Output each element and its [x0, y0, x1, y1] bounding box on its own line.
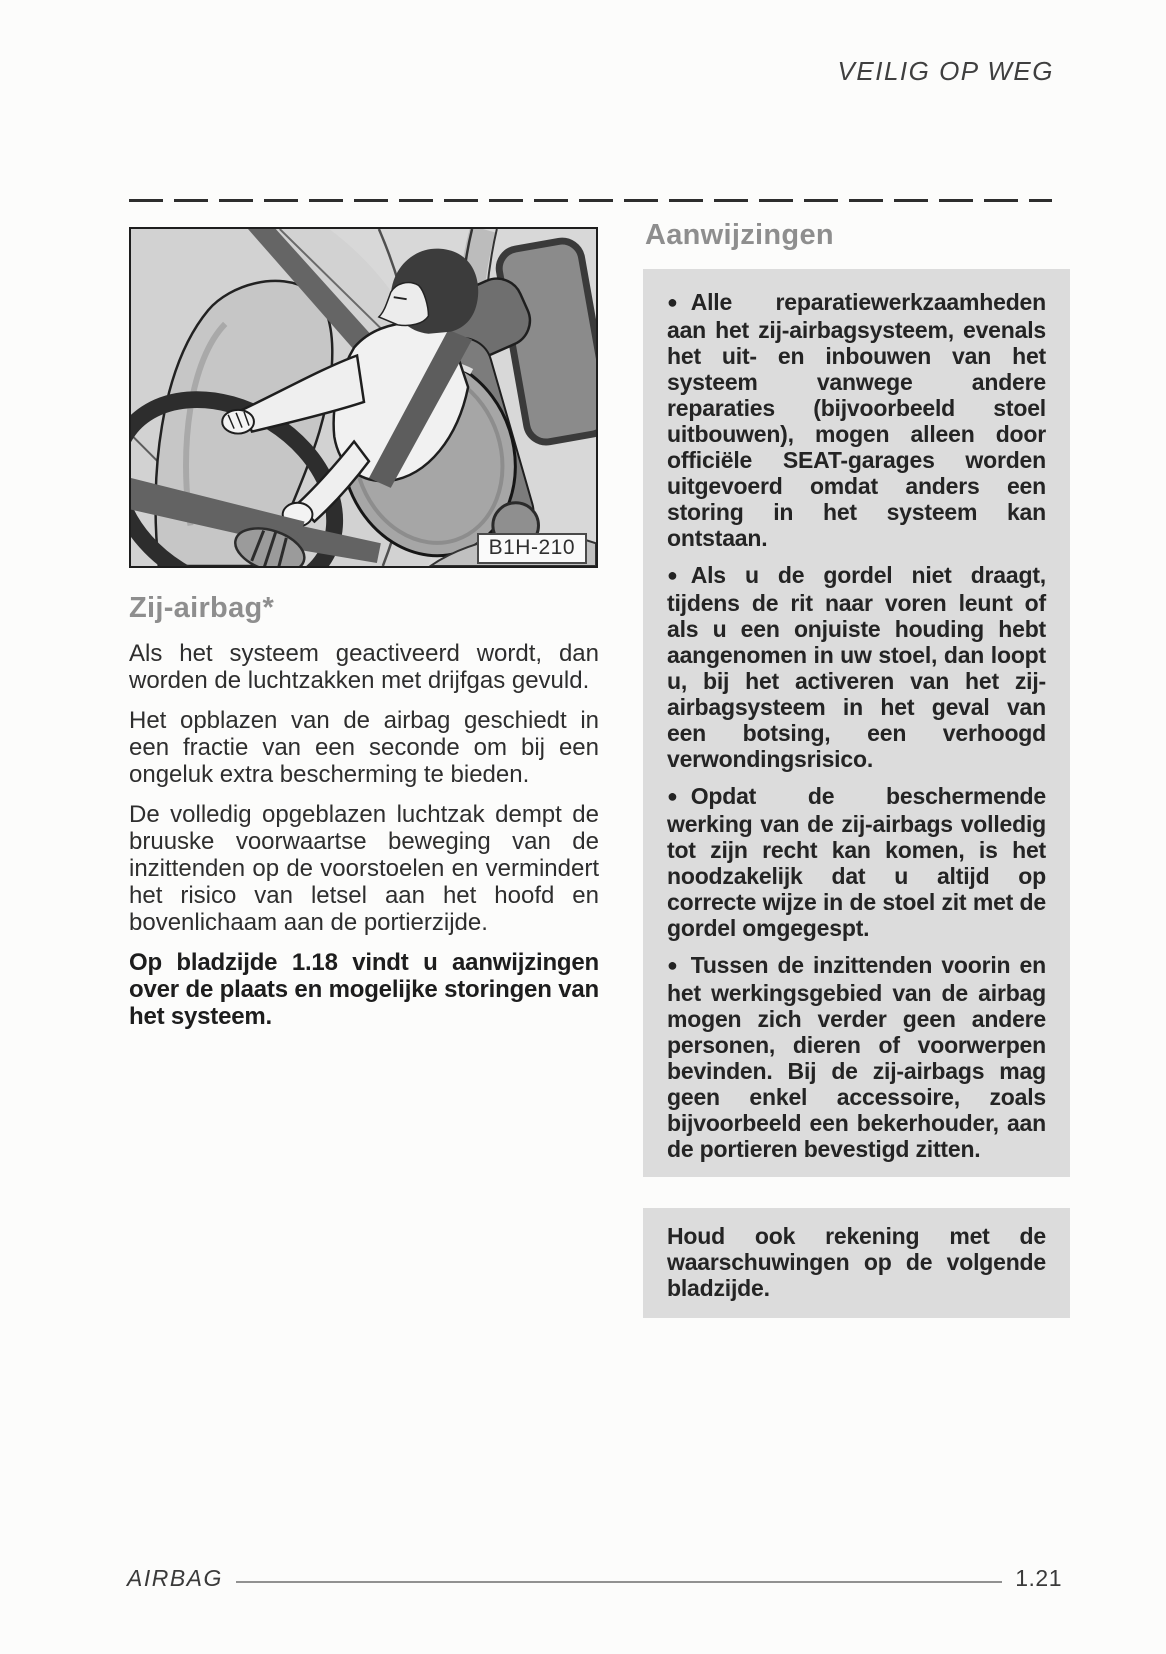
note-box	[643, 1208, 1070, 1318]
car-interior-illustration	[131, 229, 596, 566]
figure-side-airbag	[129, 227, 598, 568]
warning-bullet-text: Opdat de beschermende werking van de zij-airbags volledig tot zijn recht kan komen, is het noodzakelijk dat u altijd op correcte wijze in de stoel zit met de gordel omgegespt.	[667, 783, 1046, 941]
bullet-icon: ●	[667, 955, 678, 975]
section-heading-zij-airbag: Zij-airbag*	[129, 592, 275, 624]
page-footer	[127, 1565, 1062, 1592]
figure-code-label: B1H-210	[477, 533, 587, 564]
warning-bullet-text: Als u de gordel niet draagt, tijdens de rit naar voren leunt of als u een onjuiste houding hebt aangenomen in uw stoel, dan loopt u, bij het activeren van het zij-airbagsysteem in het geval van een botsing, een verhoogd verwondingsrisico.	[667, 562, 1046, 772]
header-divider	[129, 199, 1052, 202]
page-header-title: VEILIG OP WEG	[837, 56, 1054, 86]
body-paragraph: De volledig opgeblazen luchtzak dempt de bruuske voorwaartse beweging van de inzittenden op de voorstoelen en vermindert het risico van letsel aan het hoofd en bovenlichaam aan de portierzijde.	[129, 801, 599, 936]
warning-bullet-item	[667, 562, 1046, 772]
note-text: Houd ook rekening met de waarschuwingen op de volgende bladzijde.	[667, 1223, 1046, 1301]
warning-bullet-item	[667, 783, 1046, 941]
warning-bullet-text: Tussen de inzittenden voorin en het werkingsgebied van de airbag mogen zich verder geen andere personen, dieren of voorwerpen bevinden. Bij de zij-airbags mag geen enkel accessoire, zoals bijvoorbeeld een bekerhouder, aan de portieren bevestigd zitten.	[667, 952, 1046, 1162]
body-paragraph: Het opblazen van de airbag geschiedt in een fractie van een seconde om bij een ongeluk extra bescherming te bieden.	[129, 707, 599, 788]
bullet-icon: ●	[667, 565, 678, 585]
body-paragraph: Als het systeem geactiveerd wordt, dan worden de luchtzakken met drijfgas gevuld.	[129, 640, 599, 694]
left-column	[129, 592, 599, 1043]
warning-bullet-item	[667, 289, 1046, 551]
bullet-icon: ●	[667, 786, 678, 806]
footer-section-label: AIRBAG	[127, 1565, 223, 1591]
footer-rule	[236, 1581, 1002, 1583]
footer-page-number: 1.21	[1015, 1565, 1062, 1591]
right-column	[643, 269, 1070, 1318]
emphasis-paragraph: Op bladzijde 1.18 vindt u aanwijzingen over de plaats en mogelijke storingen van het systeem.	[129, 949, 599, 1030]
warning-bullet-text: Alle reparatiewerkzaamheden aan het zij-airbagsysteem, evenals het uit- en inbouwen van het systeem vanwege andere reparaties (bijvoorbeeld stoel uitbouwen), mogen alleen door officiële SEAT-garages worden uitgevoerd omdat anders een storing in het systeem kan ontstaan.	[667, 289, 1046, 551]
warning-bullet-item	[667, 952, 1046, 1162]
section-heading-aanwijzingen: Aanwijzingen	[645, 219, 834, 251]
bullet-icon: ●	[667, 292, 678, 312]
warning-box	[643, 269, 1070, 1177]
